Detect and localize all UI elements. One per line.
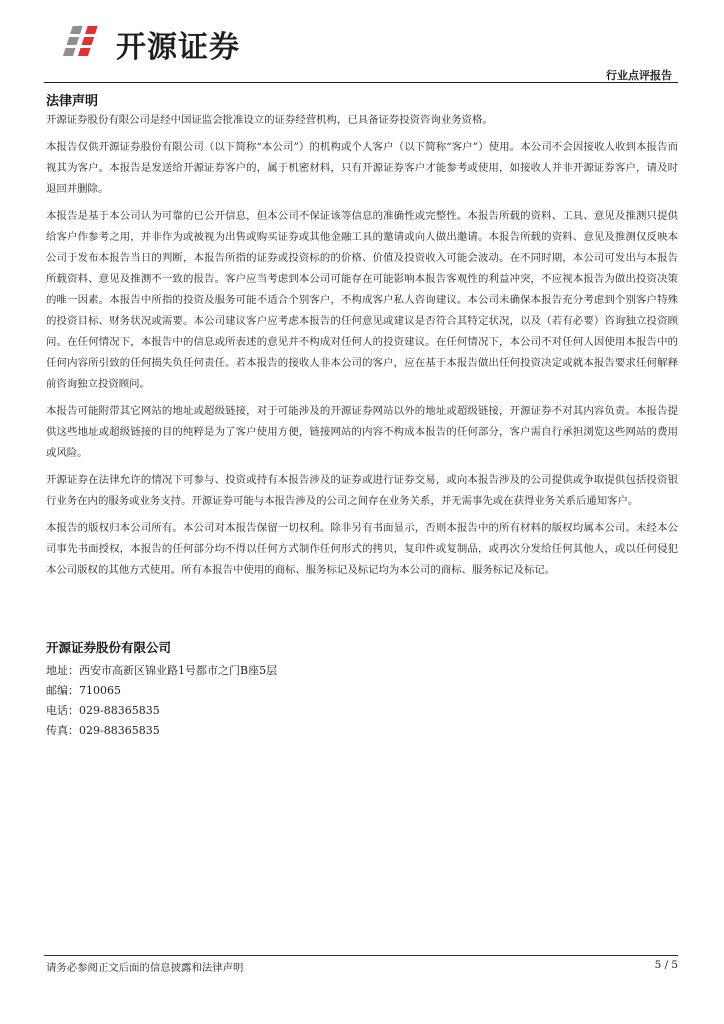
company-phone: 电话：029-88365835 [46, 704, 160, 717]
report-type: 行业点评报告 [606, 69, 672, 82]
company-postcode: 邮编：710065 [46, 684, 121, 697]
brand-name: 开源证券 [116, 30, 240, 65]
legal-statement [46, 110, 678, 587]
legal-paragraph: 本报告仅供开源证券股份有限公司（以下简称“本公司”）的机构或个人客户（以下简称“客户”）使用。本公司不会因接收人收到本报告而视其为客户。本报告是发送给开源证券客户的，属于机密材料，只有开源证券客户才能参考或使用，如接收人并非开源证券客户，请及时退回并删除。 [46, 141, 678, 195]
legal-paragraph: 本报告是基于本公司认为可靠的已公开信息，但本公司不保证该等信息的准确性或完整性。本报告所载的资料、工具、意见及推测只提供给客户作参考之用，并非作为或被视为出售或购买证券或其他金融工具的邀请或向人做出邀请。本报告所载的资料、意见及推测仅反映本公司于发布本报告当日的判断，本报告所指的证券或投资标的的价格、价值及投资收入可能会波动。在不同时期，本公司可发出与本报告所载资料、意见及推测不一致的报告。客户应当考虑到本公司可能存在可能影响本报告客观性的利益冲突，不应视本报告为做出投资决策的唯一因素。本报告中所指的投资及服务可能不适合个别客户，不构成客户私人咨询建议。本公司未确保本报告充分考虑到个别客户特殊的投资目标、财务状况或需要。本公司建议客户应考虑本报告的任何意见或建议是否符合其特定状况，以及（若有必要）咨询独立投资顾问。在任何情况下，本报告中的信息或所表述的意见并不构成对任何人的投资建议。在任何情况下，本公司不对任何人因使用本报告中的任何内容所引致的任何损失负任何责任。若本报告的接收人非本公司的客户，应在基于本报告做出任何投资决定或就本报告要求任何解释前咨询独立投资顾问。 [46, 210, 678, 390]
footer-disclaimer: 请务必参阅正文后面的信息披露和法律声明 [46, 962, 244, 974]
section-title: 法律声明 [46, 94, 99, 109]
legal-paragraph: 开源证券在法律允许的情况下可参与、投资或持有本报告涉及的证券或进行证券交易，或向本报告涉及的公司提供或争取提供包括投资银行业务在内的服务或业务支持。开源证券可能与本报告涉及的公司之间存在业务关系，并无需事先或在获得业务关系后通知客户。 [46, 474, 678, 507]
header-divider [44, 82, 678, 83]
company-info [46, 638, 277, 741]
company-name: 开源证券股份有限公司 [46, 640, 172, 655]
legal-paragraph: 本报告的版权归本公司所有。本公司对本报告保留一切权利。除非另有书面显示，否则本报告中的所有材料的版权均属本公司。未经本公司事先书面授权，本报告的任何部分均不得以任何方式制作任何形式的拷贝，复印件或复制品，或再次分发给任何其他人，或以任何侵犯本公司版权的其他方式使用。所有本报告中使用的商标、服务标记及标记均为本公司的商标、服务标记及标记。 [46, 522, 678, 576]
legal-paragraph: 开源证券股份有限公司是经中国证监会批准设立的证券经营机构，已具备证券投资咨询业务资格。 [46, 114, 493, 126]
brand-logo [60, 22, 240, 66]
footer-divider [44, 955, 678, 956]
brand-mark-icon [60, 22, 108, 66]
company-address: 地址：西安市高新区锦业路1号都市之门B座5层 [46, 664, 278, 677]
page-number: 5 / 5 [654, 959, 678, 971]
legal-paragraph: 本报告可能附带其它网站的地址或超级链接，对于可能涉及的开源证券网站以外的地址或超级链接，开源证券不对其内容负责。本报告提供这些地址或超级链接的目的纯粹是为了客户使用方便，链接网站的内容不构成本报告的任何部分，客户需自行承担浏览这些网站的费用或风险。 [46, 405, 678, 459]
company-fax: 传真：029-88365835 [46, 724, 160, 737]
